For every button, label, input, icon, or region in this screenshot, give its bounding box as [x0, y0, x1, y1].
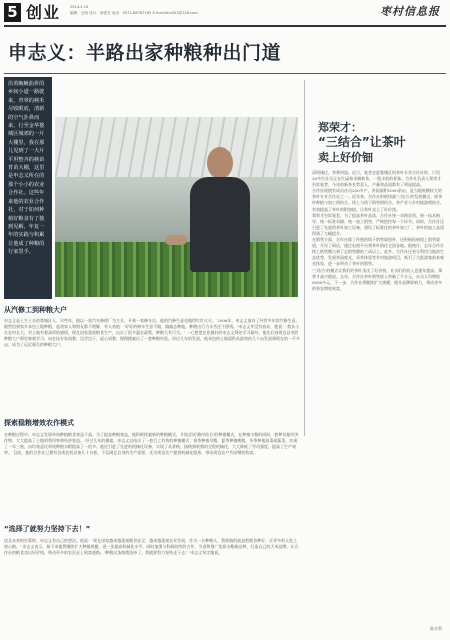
section-title-2: 探索稳粮增效农作模式 — [4, 419, 74, 427]
newspaper-brand: 枣村信息报 — [380, 5, 440, 18]
section-title-1: 从汽修工到种粮大户 — [4, 306, 67, 314]
page-number: 5 — [4, 3, 21, 22]
headline-rule — [4, 73, 446, 74]
section-1-body: 申志义是土生土长的婺城区人，早些年，他以一家汽车修理厂为主业，开着一家修车店，他的汽修生意也做得红红火火。 2006年，申志义放弃了经营多年的汽修生意，毅然回到家乡承包土地种粮。起初家人和朋友都不理解，有人劝他：'好好的修车生意不做，偏偏去种地，种粮这行当辛苦还不挣钱。'申志义并没有放弃，他说：'我从小在农村长大，对土地有着深厚的感情，现在国家重视粮食生产，出台了很多惠农政策，种粮大有可为。' 一心想把农业做好的申志义到处学习取经，他先后到周边县市的种粮大户那里参观学习，向农技专家请教，边学边干，虚心请教，慢慢摸索出了一套种粮经验。经过几年的发展，他承包的土地面积从最初的几十亩发展到现在的一千多亩，成为了远近闻名的种粮大户。 — [4, 318, 300, 348]
date-line: 2014.5.10 — [70, 5, 89, 9]
column-separator — [304, 80, 305, 436]
section-2-body: 在种粮过程中，申志义发现单纯种植粮食效益不高。为了提高种粮效益，他积极探索新的种植模式，开始尝试'粮经结合'的种植模式，在种植水稻的同时，套种其他经济作物，大大提高了土地的利用率和经济效益。 经过几年的摸索，申志义总结出了一套行之有效的种植模式：春季种植早稻，夏季种植晚稻，冬季种植油菜或蔬菜，实现了一年三熟，亩均效益比单纯种植水稻提高了一倍多。他还引进了先进的机械化设备，实现了从育秧、插秧到收割的全程机械化，大大降低了劳动强度，提高了生产效率。 目前，他的合作社已拥有各类农机设备几十台套，不仅满足自身的生产需要，还为周边农户提供机械化服务，带动周边农户共同增收致富。 — [4, 432, 299, 456]
page-header — [0, 0, 450, 26]
greenhouse-roof — [55, 117, 298, 177]
section-title-3: “选择了就努力坚持下去！” — [4, 525, 91, 533]
pull-quote-text: 沿着蜿蜒曲折的乡间小道一路驶来，青翠的秧禾尽收眼底，清新的空气扑鼻而来，行至金华婺城区城郊的一片大棚里，我在那儿见到了一大片平坦整齐的秧苗育苗大棚，这里是申志义所在的那个小小的农业合作社。这些年来他的农业合作社，对于如何种植好粮食有了独到见解，年复一年的实践与积累让他成了种粮的行家里手。 — [8, 81, 45, 256]
farmer-photo — [55, 117, 298, 297]
seedling-beds — [55, 242, 298, 297]
pull-quote — [4, 77, 52, 299]
sidebar-signature: 陈水利 — [430, 626, 442, 631]
section-title: 创业 — [26, 3, 61, 22]
editor-line: 编辑：仓明 设计：徐建芳 电话：0571-86787165 E-mail:bhx001@126.com — [70, 11, 198, 15]
section-3-body: 谈及未来的打算时，申志义有自己的想法。他说：'现在国家越来越重视粮食安全，越来越重视农业发展，作为一名种粮人，我要做的就是把粮食种好，让更多的人吃上放心粮。' 申志义表示，接下来他将继续扩大种植规模，进一步提高机械化水平，同时加强与科研院所的合作，引进和推广优质水稻新品种，打造自己的大米品牌，让合作社的粮食卖出好价钱，带动更多的农民走上致富道路。'种粮这条路我选择了，我就要努力坚持走下去！'申志义坚定地说。 — [4, 538, 299, 556]
sidebar-body: 清明刚过，茶香四溢。近日，笔者走进婺城区的茶叶专业合作社时，只见30多位社员正在忙碌着采摘新茶，一派丰收的景象。合作社负责人郑荣才告诉笔者，今年的新茶长势喜人，产量和品质都有了明显提高。 合作社现拥有成员社员200多户，茶园面积1000余亩，是当地规模较大的茶叶专业合作社之一。近年来，合作社积极探索'三结合'的发展模式，即茶叶种植与加工相结合、线上与线下销售相结合、茶产业与乡村旅游相结合，有效提高了茶叶的附加值，让茶叶卖上了好价钱。 郑荣才告诉笔者，为了提高茶叶品质，合作社统一采购农资、统一技术指导、统一标准采摘、统一加工销售，严格把控每一个环节。同时，合作社还引进了先进的茶叶加工设备，建设了标准化的茶叶加工厂，茶叶的加工品质得到了大幅提升。 在销售方面，合作社除了传统的线下销售渠道外，还积极拓展线上销售渠道，开设了网店，通过电商平台将茶叶销往全国各地。据统计，去年合作社线上销售额占到了总销售额的三成以上。此外，合作社还充分利用当地的生态优势，发展茶园观光、采茶体验等乡村旅游项目，吸引了大批游客前来观光体验，进一步带动了茶叶的销售。 '三结合'的模式让我们的茶叶卖出了好价钱，社员们的收入也逐年提高。郑荣才高兴地说。去年，合作社茶叶销售收入突破了千万元，社员人均增收5000多元。下一步，合作社将继续扩大规模，提升品牌影响力，带动更多的茶农增收致富。 — [312, 170, 444, 291]
sidebar-headline: 郑荣才： “三结合”让茶叶 卖上好价钿 — [318, 121, 406, 164]
header-rule — [4, 25, 446, 27]
main-headline: 申志义：半路出家种粮种出门道 — [8, 42, 282, 64]
farmer-figure — [185, 147, 255, 267]
